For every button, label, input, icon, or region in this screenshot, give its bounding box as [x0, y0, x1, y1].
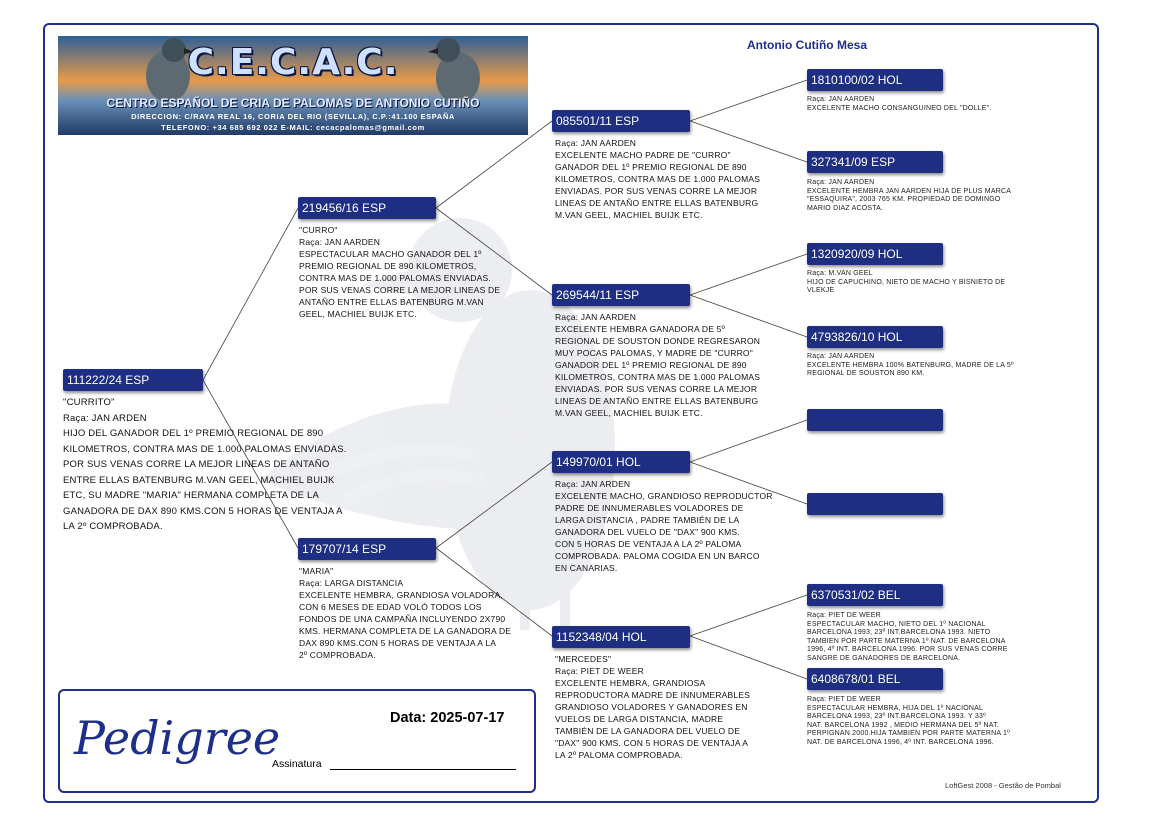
- software-footer: LoftGest 2008 - Gestão de Pombal: [945, 781, 1061, 790]
- sire-description: "CURRO" Raça: JAN AARDEN ESPECTACULAR MACHO GANADOR DEL 1º PREMIO REGIONAL DE 890 KILOMETROS, CONTRA MAS DE 1.000 PALOMAS ENVIADAS. POR SUS VENAS CORRE LA MEJOR LINEAS DE ANTAÑO ENTRE ELLAS BATENBURG M.VAN GEEL, MACHIEL BUIJK ETC.: [299, 225, 501, 319]
- grandparent-description: Raça: JAN ARDEN EXCELENTE MACHO, GRANDIOSO REPRODUCTOR PADRE DE INNUMERABLES VOLADORES DE LARGA DISTANCIA , PADRE TAMBIÉN DE LA GANADORA DEL VUELO DE "DAX" 900 KMS. CON 5 HORAS DE VENTAJA A LA 2º PALOMA COMPROBADA. PALOMA COGIDA EN UN BARCO EN CANARIAS.: [555, 479, 773, 573]
- banner-title: C.E.C.A.C.: [187, 42, 399, 83]
- banner-phone: TELEFONO: +34 685 692 022 E-MAIL: cecacpalomas@gmail.com: [161, 123, 425, 132]
- grandparent-description: "MERCEDES" Raça: PIET DE WEER EXCELENTE HEMBRA, GRANDIOSA REPRODUCTORA MADRE DE INNUMERABLES GRANDIOSO VOLADORES Y GANADORES EN VUELOS DE LARGA DISTANCIA, MADRE TAMBIÉN DE LA GANADORA DEL VUELO DE "DAX" 900 KMS. CON 5 HORAS DE VENTAJA A LA 2º PALOMA COMPROBADA.: [555, 654, 751, 760]
- connector-subject-sire: [203, 208, 298, 380]
- signature-line: [330, 769, 516, 770]
- connector-gp1-ggp1: [690, 80, 807, 121]
- grandparent-ring-box: 149970/01 HOL: [552, 451, 690, 473]
- great-grandparent-ring-box: 327341/09 ESP: [807, 151, 943, 173]
- owner-name: Antonio Cutiño Mesa: [747, 38, 867, 52]
- dam-ring-box: 179707/14 ESP: [298, 538, 436, 560]
- signature-label: Assinatura: [272, 758, 322, 770]
- grandparent-ring-box: 269544/11 ESP: [552, 284, 690, 306]
- pedigree-title: Pedigree: [74, 711, 281, 765]
- great-grandparent-ring-box: 6370531/02 BEL: [807, 584, 943, 606]
- grandparent-description: Raça: JAN AARDEN EXCELENTE HEMBRA GANADORA DE 5º REGIONAL DE SOUSTON DONDE REGRESARON MUY POCAS PALOMAS, Y MADRE DE "CURRO" GANADOR DEL 1º PREMIO REGIONAL DE 890 KILOMETROS, CONTRA MAS DE 1.000 PALOMAS ENVIADAS. POR SUS VENAS CORRE LA MEJOR LINEAS DE ANTAÑO ENTRE ELLAS BATENBURG M.VAN GEEL, MACHIEL BUIJK ETC.: [555, 312, 761, 418]
- connector-gp4-ggp7: [690, 595, 807, 636]
- great-grandparent-ring-box-empty: [807, 409, 943, 431]
- connector-dam-gp3: [436, 462, 552, 548]
- dam-description: "MARIA" Raça: LARGA DISTANCIA EXCELENTE HEMBRA, GRANDIOSA VOLADORA, CON 6 MESES DE EDAD VOLÓ TODOS LOS FONDOS DE UNA CAMPAÑA INCLUYENDO 2X790 KMS. HERMANA COMPLETA DE LA GANADORA DE DAX 890 KMS.CON 5 HORAS DE VENTAJA A LA 2º COMPROBADA.: [299, 566, 512, 660]
- great-grandparent-description: Raça: PIET DE WEER ESPECTACULAR MACHO, NIETO DEL 1º NACIONAL BARCELONA 1993, 23º INT.BARCELONA 1993. NIETO TAMBIEN POR PARTE MATERNA 1º NAT. DE BARCELONA 1996, 4º INT. BARCELONA 1996. POR SUS VENAS CORRE SANGRE DE GANADORES DE BARCELONA.: [807, 612, 1008, 662]
- great-grandparent-description: Raça: M.VAN GEEL HIJO DE CAPUCHINO, NIETO DE MACHO Y BISNIETO DE VLEKJE: [807, 270, 1006, 295]
- great-grandparent-description: Raça: PIET DE WEER ESPECTACULAR HEMBRA, HIJA DEL 1º NACIONAL BARCELONA 1993, 23º INT.BARCELONA 1993. Y 33º NAT. BARCELONA 1992 , MEDIO HERMANA DEL 5º NAT. PERPIGNAN 2000.HIJA TAMBIEN POR PARTE MATERNA 1º NAT. DE BARCELONA 1996, 4º INT. BARCELONA 1996.: [807, 696, 1010, 746]
- connector-gp3-ggp5: [690, 420, 807, 462]
- great-grandparent-ring-box: 1320920/09 HOL: [807, 243, 943, 265]
- great-grandparent-description: Raça: JAN AARDEN EXCELENTE HEMBRA 100% BATENBURG, MADRE DE LA 5º REGIONAL DE SOUSTON 890 KM.: [807, 353, 1014, 378]
- great-grandparent-description: Raça: JAN AARDEN EXCELENTE HEMBRA JAN AARDEN HIJA DE PLUS MARCA "ESSAQUIRA", 2003 765 KM. PROPIEDAD DE DOMINGO MARIO DIAZ ACOSTA.: [807, 179, 1012, 212]
- pedigree-signature-box: [58, 689, 536, 793]
- grandparent-description: Raça: JAN AARDEN EXCELENTE MACHO PADRE DE "CURRO" GANADOR DEL 1º PREMIO REGIONAL DE 890 KILOMETROS, CONTRA MAS DE 1.000 PALOMAS ENVIADAS. POR SUS VENAS CORRE LA MEJOR LINEAS DE ANTAÑO ENTRE ELLAS BATENBURG M.VAN GEEL, MACHIEL BUIJK ETC.: [555, 138, 761, 220]
- subject-description: "CURRITO" Raça: JAN ARDEN HIJO DEL GANADOR DEL 1º PREMIO REGIONAL DE 890 KILOMETROS, CONTRA MAS DE 1.000 PALOMAS ENVIADAS. POR SUS VENAS CORRE LA MEJOR LINEAS DE ANTAÑO ENTRE ELLAS BATENBURG M.VAN GEEL, MACHIEL BUIJK ETC, SU MADRE "MARIA" HERMANA COMPLETA DE LA GANADORA DE DAX 890 KMS.CON 5 HORAS DE VENTAJA A LA 2º COMPROBADA.: [63, 397, 347, 532]
- great-grandparent-ring-box-empty: [807, 493, 943, 515]
- grandparent-ring-box: 1152348/04 HOL: [552, 626, 690, 648]
- cecac-banner: [58, 36, 528, 135]
- banner-subtitle: CENTRO ESPAÑOL DE CRIA DE PALOMAS DE ANTONIO CUTIÑO: [106, 96, 480, 110]
- banner-address: DIRECCION: C/RAYA REAL 16, CORIA DEL RIO (SEVILLA), C.P.:41.100 ESPAÑA: [131, 112, 455, 121]
- sire-ring-box: 219456/16 ESP: [298, 197, 436, 219]
- great-grandparent-description: Raça: JAN AARDEN EXCELENTE MACHO CONSANGUINEO DEL "DOLLE".: [807, 96, 992, 112]
- grandparent-ring-box: 085501/11 ESP: [552, 110, 690, 132]
- great-grandparent-ring-box: 6408678/01 BEL: [807, 668, 943, 690]
- great-grandparent-ring-box: 4793826/10 HOL: [807, 326, 943, 348]
- subject-ring-box: 111222/24 ESP: [63, 369, 203, 391]
- connector-gp2-ggp3: [690, 254, 807, 295]
- pedigree-date: Data: 2025-07-17: [390, 710, 505, 726]
- great-grandparent-ring-box: 1810100/02 HOL: [807, 69, 943, 91]
